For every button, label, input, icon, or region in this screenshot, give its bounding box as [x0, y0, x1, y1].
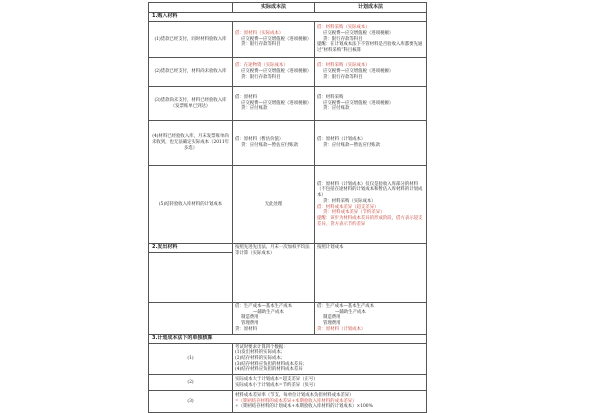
- entry-line: —辅助生产成本: [253, 309, 284, 315]
- entry-line: 按照计划成本: [317, 245, 344, 250]
- entry-line: 借：材料采购: [317, 94, 344, 100]
- entry-line: 制造费用: [323, 315, 341, 321]
- table-row: [149, 343, 427, 375]
- entry-line: 应交税费—应交增值税（进项税额）: [323, 30, 394, 36]
- entry-line: (2)结存材料的实际成本；: [235, 355, 286, 361]
- table-header-row: [149, 3, 427, 13]
- entry-line: 借：材料采购（实际成本）: [317, 63, 370, 69]
- entry-line: 贷：应付账款—暂估应付账款: [241, 143, 299, 148]
- section-row: [149, 13, 427, 22]
- entry-line: 管理费用: [323, 321, 341, 327]
- actual-cell: 无此处理: [233, 166, 315, 244]
- table-row: [149, 391, 427, 413]
- entry-line: 管理费用: [241, 321, 259, 327]
- actual-cell: [233, 22, 315, 58]
- plan-cell: [315, 166, 427, 244]
- row-label: (1)货款已经支付，同时材料验收入库: [149, 22, 233, 58]
- entry-line: 应交税费—应交增值税（进项税额）: [323, 69, 394, 75]
- entry-line: 借：原材料（计划成本）仅仅是验收入库部分的材料（不包括在途材料的计划成本和暂估入库材料的计划成本）: [317, 181, 423, 199]
- row-label: (5)结转验收入库材料的计划成本: [149, 166, 233, 244]
- plan-cell: [315, 121, 427, 166]
- entry-line: 借：生产成本—基本生产成本: [235, 304, 293, 309]
- actual-cell: [233, 121, 315, 166]
- entry-line: 贷：银行存款等科目: [323, 74, 363, 80]
- issue-plan-cell: [315, 244, 427, 303]
- entry-line: 贷：原材料（计划成本）: [317, 326, 366, 332]
- table-row: [149, 303, 427, 335]
- issue-actual-entries: [233, 303, 315, 335]
- formula-cell: [233, 375, 427, 391]
- table-row: [149, 375, 427, 391]
- entry-line: 贷：应付账款—暂估应付账款: [323, 143, 381, 148]
- entry-line: 贷：银行存款等科目: [241, 42, 281, 48]
- separate-intro-cell: [233, 343, 427, 375]
- entry-line: (4)结存材料应负担的材料成本差异: [235, 367, 303, 373]
- row-label: (1): [149, 343, 233, 375]
- row-label: (3): [149, 391, 233, 413]
- entry-line: 应交税费—应交增值税（进项税额）: [241, 69, 312, 75]
- table-row: [149, 87, 427, 121]
- issue-actual-cell: [233, 244, 315, 303]
- entry-line: 借：生产成本—基本生产成本: [317, 304, 375, 309]
- actual-cell: [233, 58, 315, 87]
- entry-line: =（期初结存材料的成本差异+本期验收入库材料的成本差异）: [235, 398, 357, 404]
- entry-line: 制造费用: [241, 315, 259, 321]
- entry-line: 考试时要求计算四个数据：: [235, 344, 288, 350]
- entry-line: 借：原材料: [235, 94, 257, 100]
- entry-line: 材料成本差异率（节支、每单位计划成本负担材料成本差异）: [235, 392, 354, 398]
- entry-line: 借：材料采购（实际成本）: [317, 25, 370, 31]
- actual-cell: [233, 87, 315, 121]
- section-row: [149, 244, 427, 253]
- entry-line: 实际成本小于计划成本=节约差异（负号）: [235, 382, 318, 388]
- entry-line: 借：在途物资（实际成本）: [235, 63, 288, 69]
- accounting-comparison-sheet: [148, 2, 426, 410]
- formula-cell: [233, 391, 427, 413]
- entry-note: 提醒：该步为材料成本差异的形成阶段，借方表示超支差异，贷方表示节约差异: [317, 215, 423, 227]
- entry-line: 贷：原材料: [235, 326, 257, 332]
- entry-line: 应交税费—应交增值税（进项税额）: [323, 100, 394, 106]
- entry-line: 贷：银行存款等科目: [241, 74, 281, 80]
- entry-line: 借：原材料（暂估价值）: [235, 137, 284, 143]
- row-label: (2)货款已经支付，材料尚未验收入库: [149, 58, 233, 87]
- row-label: (2): [149, 375, 233, 391]
- plan-cell: [315, 87, 427, 121]
- entry-line: 按照先进先出法、月末一次加权平均法等计算（实际成本）: [235, 245, 310, 256]
- table-row: [149, 58, 427, 87]
- entry-line: 贷：银行存款等科目: [323, 36, 363, 42]
- entry-line: ÷（期初结存材料的计划成本+本期验收入库材料的计划成本）×100%: [235, 404, 373, 410]
- entry-line: 借：原材料（计划成本）: [317, 137, 366, 143]
- entry-line: 贷：应付账款: [323, 106, 350, 112]
- section-row: [149, 334, 427, 343]
- table-row: [149, 22, 427, 58]
- entry-line: 实际成本大于计划成本=超支差异（正号）: [235, 376, 318, 382]
- entry-line: 贷：应付账款: [241, 106, 268, 112]
- section-title-purchase: 1.购入材料: [149, 13, 427, 22]
- table-row: [149, 121, 427, 166]
- entry-line: 贷：材料采购（实际成本）: [323, 198, 376, 204]
- issue-plan-entries: [315, 303, 427, 335]
- header-empty: [149, 3, 233, 13]
- section-title-separate: 3.计划成本法下的单独核算: [149, 334, 427, 343]
- entry-line: 应交税费—应交增值税（进项税额）: [241, 36, 312, 42]
- row-label: (4)材料已经验收入库，月末发票账单尚未收到，也无法确定实际成本（2011年多选）: [149, 121, 233, 166]
- comparison-table: [148, 2, 427, 413]
- table-row: [149, 166, 427, 244]
- header-actual-cost: 实际成本法: [233, 3, 315, 13]
- entry-line: 借：原材料（实际成本）: [235, 30, 284, 36]
- entry-line: 应交税费—应交增值税（进项税额）: [241, 100, 312, 106]
- entry-line: (3)结存材料应负担的材料成本差异；: [235, 361, 308, 367]
- plan-cell: [315, 58, 427, 87]
- row-label: (3)货款尚未支付，材料已经验收入库（发票账单已到达）: [149, 87, 233, 121]
- entry-line: 借：材料成本差异（超支差异）: [317, 204, 379, 210]
- plan-cell: [315, 22, 427, 58]
- section-title-issue: 2.发出材料: [149, 244, 233, 253]
- entry-line: —辅助生产成本: [335, 309, 366, 315]
- header-plan-cost: 计划成本法: [315, 3, 427, 13]
- issue-blank: [149, 253, 233, 303]
- entry-line: 贷：材料成本差异（节约差异）: [323, 210, 385, 216]
- entry-note: 提醒：在计划成本法下不管材料是否验收入库都要先通过“材料采购”科目核算: [317, 42, 423, 54]
- issue-blank-2: [149, 303, 233, 335]
- entry-line: (1)发出材料的实际成本；: [235, 350, 286, 356]
